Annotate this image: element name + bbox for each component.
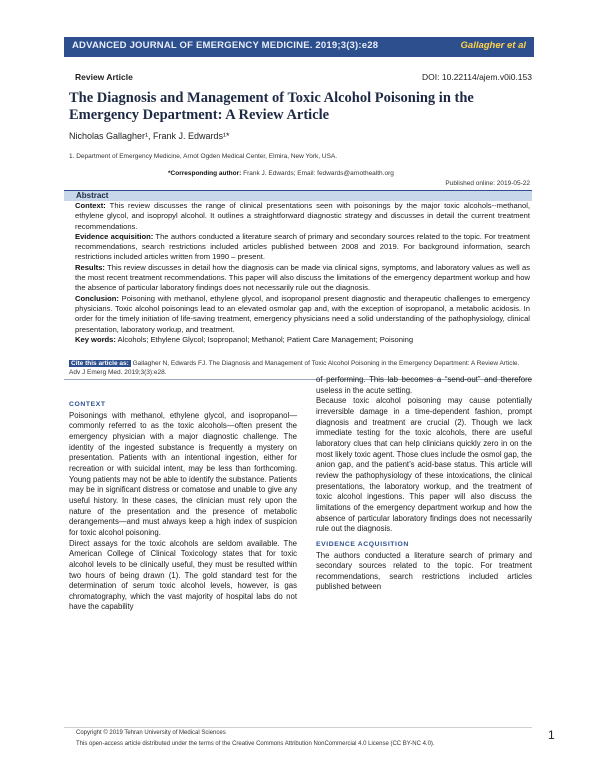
journal-title: ADVANCED JOURNAL OF EMERGENCY MEDICINE. 2019;3(3):e28 xyxy=(72,40,379,51)
body-column-left xyxy=(69,400,297,613)
article-title: The Diagnosis and Management of Toxic Alcohol Poisoning in the Emergency Department: A Review Article xyxy=(69,90,474,123)
context-text: This review discusses the range of clinical presentations seen with poisonings by the major toxic alcohols--methanol, ethylene glycol, and isopropyl alcohol. It outlines a straightforward diagnostic strategy and discusses in detail the current treatment recommendations. xyxy=(75,201,530,231)
context-label: Context: xyxy=(75,201,106,210)
evidence-text: The authors conducted a literature search of primary and secondary sources related to the topic. For treatment recommendations, search restrictions included articles published between 2008 and 2019. For background information, search restrictions included articles written from 1990 – present. xyxy=(75,231,530,262)
corresponding-label: *Corresponding author: xyxy=(168,170,242,177)
author-list: Nicholas Gallagher¹, Frank J. Edwards¹* xyxy=(69,131,230,141)
section-heading-evidence: EVIDENCE ACQUISITION xyxy=(316,540,409,548)
conclusion-text: Poisoning with methanol, ethylene glycol, and isopropanol present diagnostic and therapeutic challenges to emergency physicians. Toxic alcohol poisonings lead to an elevated osmolar gap and, with the exception of isopropanol, a metabolic acidosis. In order for the timely initiation of life-saving treatment, emergency physicians need a solid understanding of the pathophysiology, clinical presentation, laboratory workup, and treatment. xyxy=(75,293,530,334)
corresponding-author xyxy=(168,170,394,177)
evidence-label: Evidence acquisition: xyxy=(75,231,154,241)
abstract-context xyxy=(75,201,530,232)
results-text: This review discusses in detail how the diagnosis can be made via clinical signs, symptoms, and laboratory values as well as the most recent treatment recommendations. This paper will also discuss the limitations of the emergency department workup and how the absence of particular laboratory findings does not necessarily rule out the diagnosis. xyxy=(75,262,530,293)
results-label: Results: xyxy=(75,262,105,272)
body-paragraph: Because toxic alcohol poisoning may cause potentially irreversible damage in a time-dependent fashion, prompt diagnosis and treatment are crucial (2). Though we lack immediate testing for the toxic alcohols, there are useful laboratory clues that can help clinicians quickly zero in on the most likely toxic agent. Those clues include the osmol gap, the anion gap, and the patient’s acid-base status. This article will review the pathophysiology of these intoxications, the clinical presentations, the laboratory workup, and the treatment of toxic alcohol ingestions. This paper will also discuss the limitations of the emergency department workup and how the absence of particular laboratory findings does not necessarily rule out the diagnosis. xyxy=(316,396,532,534)
page-number: 1 xyxy=(548,728,555,742)
abstract-heading: Abstract xyxy=(76,191,109,200)
body-paragraph: Poisonings with methanol, ethylene glycol, and isopropanol—commonly referred to as the toxic alcohols—often present the emergency physician with a major diagnostic challenge. The identity of the ingested substance is frequently a mystery on presentation. Patients with an intentional ingestion, either for recreation or with suicidal intent, may be less than forthcoming. Young patients may not be able to identify the substance. Patients may be in significant distress or comatose and unable to give any useful history. In these cases, the clinician must rely upon the nature of the presentation and the presence of metabolic derangements—and must always keep a high index of suspicion for toxic alcohol poisoning. xyxy=(69,410,297,537)
published-date: Published online: 2019-05-22 xyxy=(445,180,530,187)
citation-text: Gallagher N, Edwards FJ. The Diagnosis and Management of Toxic Alcohol Poisoning in the Emergency Department: A Review Article. Adv J Emerg Med. 2019;3(3):e28. xyxy=(69,360,520,376)
article-type: Review Article xyxy=(75,72,133,82)
license-notice: This open-access article distributed under the terms of the Creative Commons Attribution NonCommercial 4.0 License (CC BY-NC 4.0). xyxy=(76,741,435,747)
body-paragraph: The authors conducted a literature search of primary and secondary sources related to the topic. For treatment recommendations, search restrictions included articles published between xyxy=(316,550,532,592)
abstract-conclusion xyxy=(75,294,530,335)
body-paragraph: Direct assays for the toxic alcohols are seldom available. The American College of Clinical Toxicology states that for toxic alcohol levels to be clinically useful, they must be resulted within two hours of being drawn (1). The gold standard test for the determination of serum toxic alcohol levels, however, is gas chromatography, which the vast majority of hospital labs do not have the capability xyxy=(69,538,297,612)
conclusion-label: Conclusion: xyxy=(75,293,119,303)
abstract-evidence xyxy=(75,232,530,263)
corresponding-text[interactable]: Frank J. Edwards; Email: fedwards@arnothealth.org xyxy=(241,170,394,177)
doi[interactable]: DOI: 10.22114/ajem.v0i0.153 xyxy=(422,72,532,82)
keywords-label: Key words: xyxy=(75,334,116,344)
body-paragraph: of performing. This lab becomes a “send-out” and therefore useless in the acute setting. xyxy=(316,375,532,395)
running-author: Gallagher et al xyxy=(460,40,526,51)
footer-rule xyxy=(64,727,532,728)
abstract-results xyxy=(75,263,530,294)
abstract-keywords xyxy=(75,335,530,345)
keywords-text: Alcohols; Ethylene Glycol; Isopropanol; Methanol; Patient Care Management; Poisoning xyxy=(115,334,414,344)
affiliation: 1. Department of Emergency Medicine, Arnot Ogden Medical Center, Elmira, New York, USA. xyxy=(69,153,338,160)
copyright-notice: Copyright © 2019 Tehran University of Medical Sciences xyxy=(76,730,226,736)
journal-header-bar xyxy=(64,37,534,57)
abstract-header xyxy=(64,191,532,201)
citation-label: Cite this article as: xyxy=(71,360,129,367)
body-column-right xyxy=(316,375,532,593)
section-heading-context: CONTEXT xyxy=(69,401,106,408)
abstract-body xyxy=(75,201,530,345)
